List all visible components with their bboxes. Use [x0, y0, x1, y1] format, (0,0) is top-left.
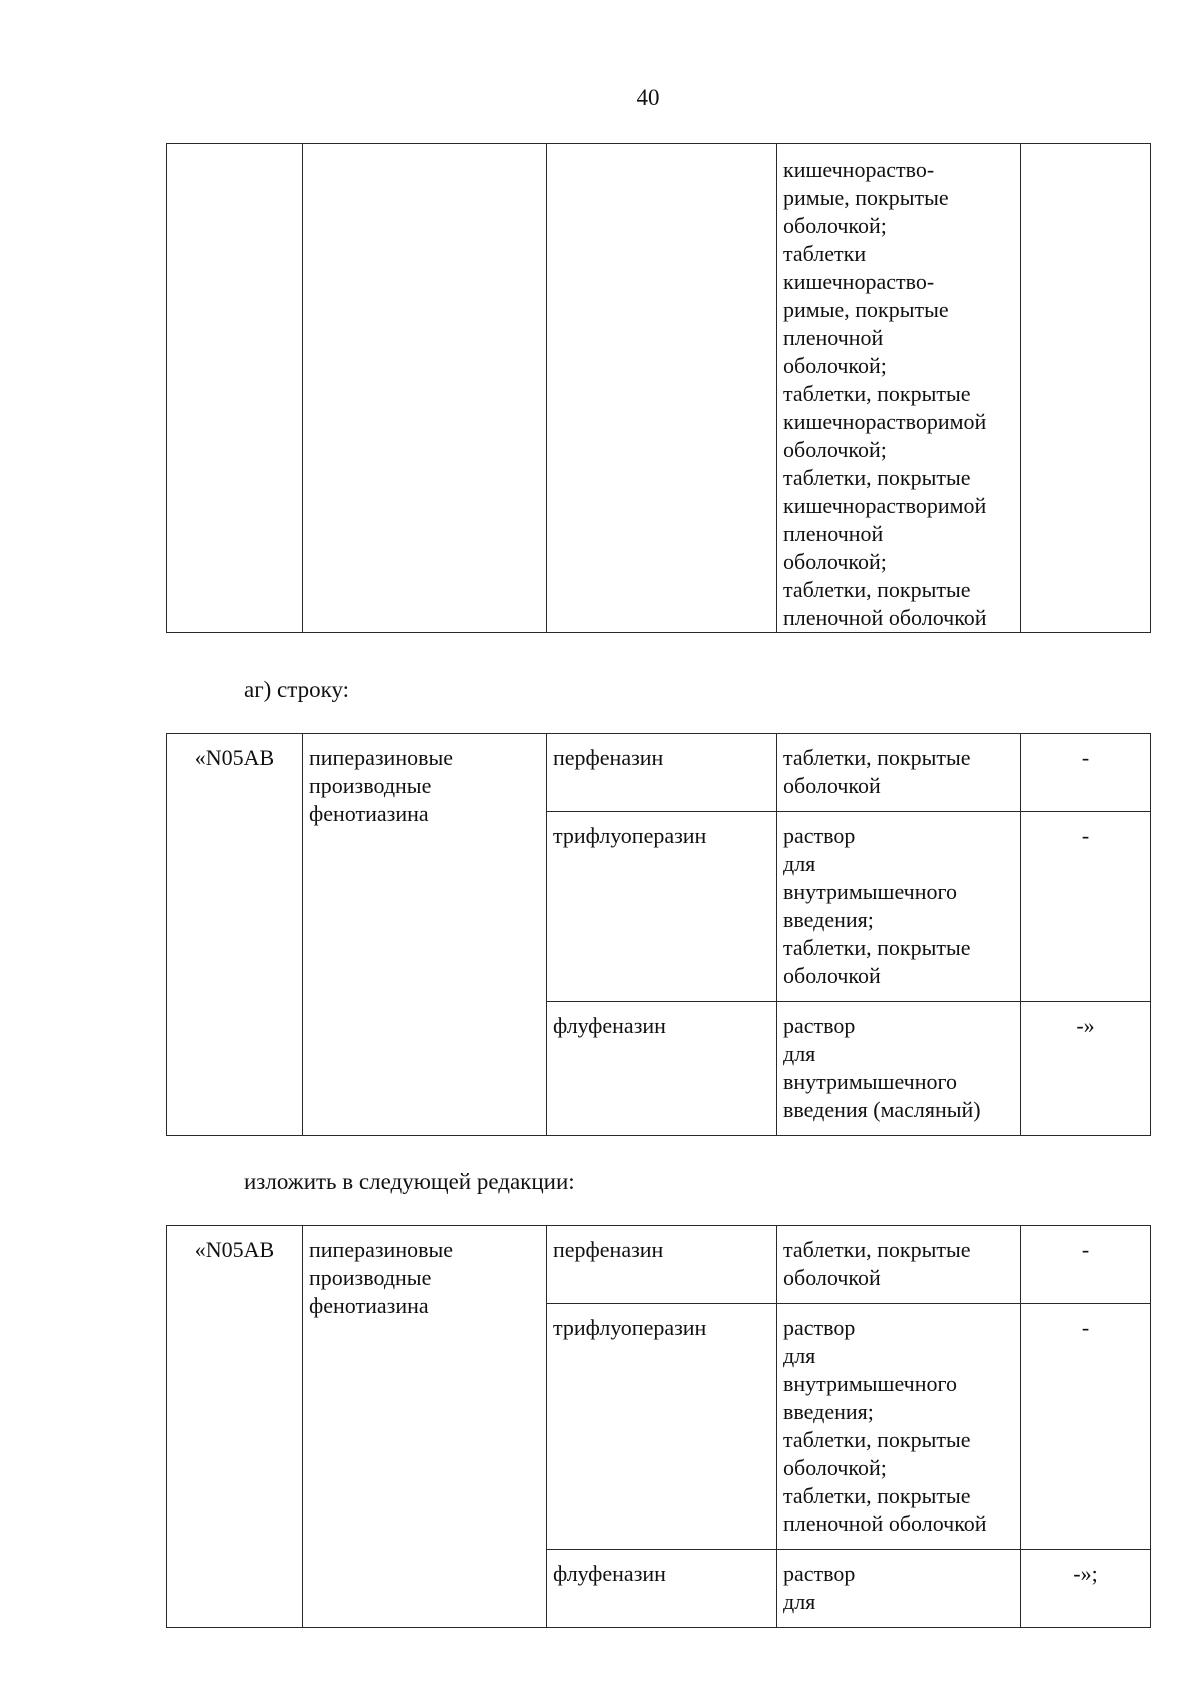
form-line: таблетки [783, 241, 867, 266]
form-line: кишечнораство- [783, 269, 935, 294]
form-line: для [783, 851, 816, 876]
dosage-form-cell [777, 812, 1021, 1002]
form-line: введения; [783, 1399, 874, 1424]
form-line: кишечнораство- [783, 157, 935, 182]
group-line: фенотиазина [309, 801, 429, 826]
group-line: производные [309, 773, 432, 798]
drug-cell: трифлуоперазин [547, 1304, 777, 1550]
form-line: пленочной [783, 521, 884, 546]
extra-cell: -» [1021, 1002, 1151, 1136]
form-line: кишечнорастворимой [783, 493, 987, 518]
extra-cell: - [1021, 1304, 1151, 1550]
code-cell [167, 144, 303, 633]
paragraph-izlozhit: изложить в следующей редакции: [244, 1169, 575, 1194]
dosage-form-cell [777, 1550, 1021, 1628]
form-line: введения (масляный) [783, 1097, 981, 1122]
group-cell [303, 1226, 547, 1628]
form-line: оболочкой; [783, 213, 887, 238]
extra-cell [1021, 144, 1151, 633]
form-line: таблетки, покрытые [783, 1427, 971, 1452]
form-line: оболочкой; [783, 1455, 887, 1480]
form-line: оболочкой [783, 773, 881, 798]
form-line: для [783, 1343, 816, 1368]
form-line: римые, покрытые [783, 185, 949, 210]
dosage-form-cell [777, 1304, 1021, 1550]
form-line: внутримышечного [783, 879, 957, 904]
form-line: таблетки, покрытые [783, 381, 971, 406]
form-line: раствор [783, 1561, 856, 1586]
form-line: оболочкой [783, 963, 881, 988]
form-line: оболочкой; [783, 549, 887, 574]
form-line: пленочной [783, 325, 884, 350]
extra-cell: - [1021, 734, 1151, 812]
drug-cell: флуфеназин [547, 1550, 777, 1628]
form-line: раствор [783, 823, 856, 848]
form-line: таблетки, покрытые [783, 465, 971, 490]
group-line: фенотиазина [309, 1293, 429, 1318]
paragraph-ag: аг) строку: [244, 677, 350, 702]
drug-cell [547, 144, 777, 633]
form-line: пленочной оболочкой [783, 1511, 987, 1536]
form-line: раствор [783, 1315, 856, 1340]
form-line: римые, покрытые [783, 297, 949, 322]
form-line: таблетки, покрытые [783, 935, 971, 960]
form-line: таблетки, покрытые [783, 1237, 971, 1262]
group-cell [303, 144, 547, 633]
extra-cell: - [1021, 812, 1151, 1002]
form-line: таблетки, покрытые [783, 745, 971, 770]
form-line: пленочной оболочкой [783, 605, 987, 630]
group-line: пиперазиновые [309, 745, 454, 770]
dosage-form-cell [777, 144, 1021, 633]
drug-cell: флуфеназин [547, 1002, 777, 1136]
atc-code-cell: «N05AB [167, 1226, 303, 1628]
group-line: пиперазиновые [309, 1237, 454, 1262]
old-row-table [166, 733, 1151, 1136]
atc-code-cell: «N05AB [167, 734, 303, 1136]
table-row [167, 1226, 1151, 1304]
dosage-form-cell [777, 734, 1021, 812]
form-line: для [783, 1041, 816, 1066]
group-cell [303, 734, 547, 1136]
extra-cell: -»; [1021, 1550, 1151, 1628]
form-line: внутримышечного [783, 1371, 957, 1396]
table-row [167, 734, 1151, 812]
form-line: кишечнорастворимой [783, 409, 987, 434]
form-line: таблетки, покрытые [783, 577, 971, 602]
form-line: введения; [783, 907, 874, 932]
dosage-form-cell [777, 1002, 1021, 1136]
page-number: 40 [636, 85, 660, 110]
drug-cell: перфеназин [547, 734, 777, 812]
group-line: производные [309, 1265, 432, 1290]
table-row [167, 144, 1151, 633]
form-line: таблетки, покрытые [783, 1483, 971, 1508]
form-line: оболочкой; [783, 353, 887, 378]
form-line: раствор [783, 1013, 856, 1038]
new-row-table [166, 1225, 1151, 1628]
continuation-table [166, 143, 1151, 633]
drug-cell: перфеназин [547, 1226, 777, 1304]
form-line: оболочкой [783, 1265, 881, 1290]
drug-cell: трифлуоперазин [547, 812, 777, 1002]
extra-cell: - [1021, 1226, 1151, 1304]
form-line: оболочкой; [783, 437, 887, 462]
dosage-form-cell [777, 1226, 1021, 1304]
form-line: для [783, 1589, 816, 1614]
form-line: внутримышечного [783, 1069, 957, 1094]
